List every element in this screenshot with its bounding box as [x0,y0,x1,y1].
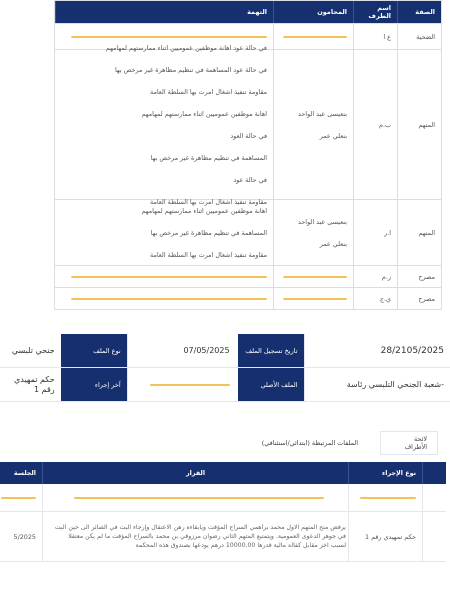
charge-item: المساهمة في تنظيم مظاهرة غير مرخص بها [150,153,267,162]
decision-placeholder [42,484,348,511]
party-charge-placeholder [55,288,273,309]
case-info-row [0,334,450,368]
header-session: الجلسة [0,462,42,484]
party-role: الضحية [397,24,441,49]
party-row [55,287,441,309]
parties-table-header [55,1,441,23]
registration-date-label: تاريخ تسجيل الملف [238,334,304,367]
party-charges [55,43,273,206]
original-file-label: الملف الأصلي [238,368,304,401]
header-select [422,462,446,484]
party-lawyers [273,200,353,265]
charge-item: مقاومة تنفيذ اشغال امرت بها السلطة العامة [150,250,267,259]
charge-item: في حالة عود [233,175,267,184]
party-lawyer-placeholder [273,288,353,309]
tab-parties[interactable]: لائحة الأطراف [380,431,438,455]
lawyer-name: بنعلي عمر [319,239,347,248]
party-name: ا.ر [353,200,397,265]
party-lawyers [273,50,353,199]
party-role: مصرح [397,288,441,309]
tab-related-files[interactable]: الملفات المرتبطة (ابتدائي/استئنافي) [252,431,368,455]
file-type-label: نوع الملف [61,334,127,367]
session-date: 5/2025 [0,512,42,561]
case-info-grid [0,334,450,402]
file-type-date-value: 07/05/2025 [127,334,238,367]
party-lawyer-placeholder [273,266,353,287]
case-tabs [0,428,450,458]
party-name: ع ا [353,24,397,49]
party-role: المتهم [397,50,441,199]
party-row [55,265,441,287]
charge-item: مقاومة تنفيذ اشغال امرت بها السلطة العامة [150,197,267,206]
header-charge: التهمة [55,1,273,23]
decision-text: يرفض منح المتهم الاول محمد براهمي السراح المؤقت ويابقاءه رهن الاعتقال وإرجاء البت في الصائر الى حين البت في جوهر الدعوى العمومية. ويتمتيع المتهم الثاني رضوان مرزوقي بن محمد بالسراح المؤقت ما لم يكن معتقلا لسبب اخر مقابل كفالة مالية قدرها 10000.00 درهم يودعها بصندوق هذه المحكمة [42,512,348,561]
session-placeholder [0,484,42,511]
table-row [0,512,446,562]
registration-date-value: 28/2105/2025 [304,334,450,367]
party-name: ي.ج [353,288,397,309]
header-lawyer: المحامون [273,1,353,23]
header-type: نوع الإجراء [348,462,422,484]
procedure-type-placeholder [348,484,422,511]
file-type-value: جنحي تلبسي [0,334,61,367]
lawyer-name: بنعلي عمر [319,131,347,140]
charge-item: في حالة عود اهانة موظفين عموميين اثناء ممارستهم لمهامهم [105,43,267,52]
lawyer-name: بنعيسى عبد الواحد [297,217,347,226]
procedure-type: حكم تمهيدي رقم 1 [348,512,422,561]
party-charges [55,200,273,265]
original-file-value: -شعبة الجنحي التلبسي رئاسة [304,368,450,401]
last-action-value: حكم تمهيدي رقم 1 [0,368,61,401]
party-lawyer-placeholder [273,24,353,49]
header-name: اسم الطرف [353,1,397,23]
party-charge-placeholder [55,266,273,287]
last-action-placeholder [127,368,238,401]
header-decision: القرار [42,462,348,484]
charge-item: اهانة موظفين عموميين اثناء ممارستهم لمهامهم [141,109,267,118]
charge-item: المساهمة في تنظيم مظاهرة غير مرخص بها [150,228,267,237]
party-name: ب.م [353,50,397,199]
party-role: المتهم [397,200,441,265]
party-role: مصرح [397,266,441,287]
charge-item: مقاومة تنفيذ اشغال امرت بها السلطة العامة [150,87,267,96]
parties-table [54,0,442,310]
row-select[interactable] [422,484,446,511]
charge-item: في حالة عود المساهمة في تنظيم مظاهرة غير مرخص بها [114,65,267,74]
party-row [55,199,441,265]
procedures-table-header [0,462,446,484]
party-row [55,43,441,206]
header-role: الصفة [397,1,441,23]
row-select[interactable] [422,512,446,561]
table-row [0,484,446,512]
lawyer-name: بنعيسى عبد الواحد [297,109,347,118]
case-info-row [0,368,450,402]
charge-item: في حالة العود [230,131,267,140]
charge-item: اهانة موظفين عموميين اثناء ممارستهم لمهامهم [141,206,267,215]
party-name: ز.م [353,266,397,287]
last-action-label: آخر إجراء [61,368,127,401]
procedures-table [0,462,446,562]
